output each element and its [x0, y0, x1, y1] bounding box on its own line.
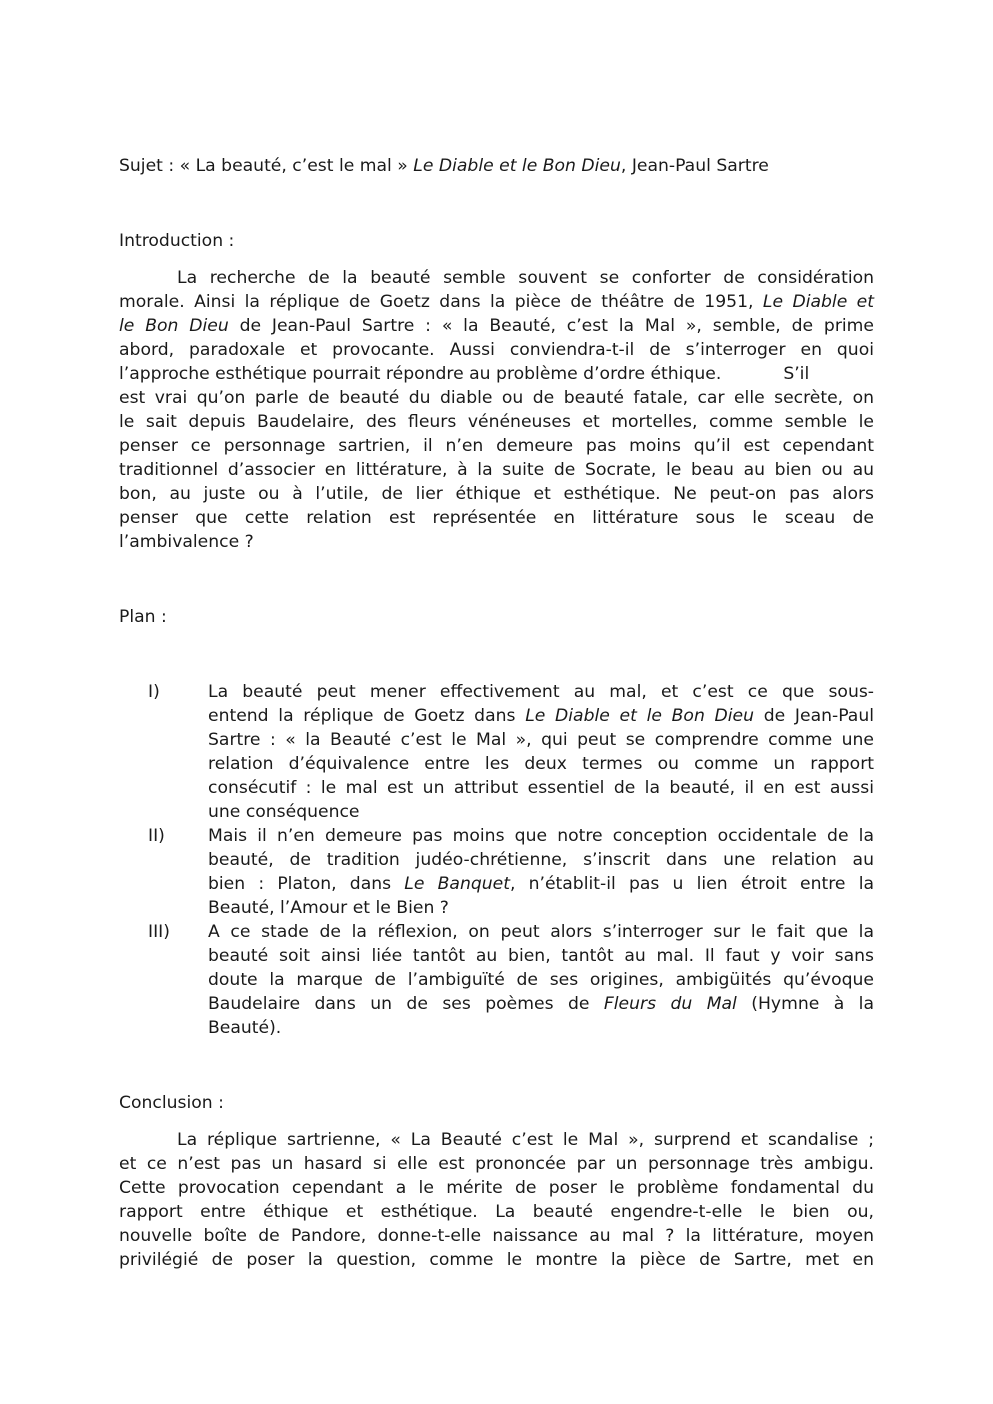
plan-item-number: I) — [148, 682, 160, 702]
introduction-heading: Introduction : — [119, 231, 235, 251]
subject-work-title: Le Diable et le Bon Dieu — [413, 156, 621, 176]
plan-item-line: entend la réplique de Goetz dans Le Diable et le Bon Dieu de Jean-Paul — [208, 706, 874, 726]
plan-item-line: La beauté peut mener effectivement au mal, et c’est ce que sous- — [208, 682, 874, 702]
plan-item-number: II) — [148, 826, 165, 846]
introduction-line: morale. Ainsi la réplique de Goetz dans la pièce de théâtre de 1951, Le Diable et — [119, 292, 874, 312]
work-title: Le Banquet — [404, 874, 510, 894]
work-title: le Bon Dieu — [119, 316, 229, 336]
introduction-line: abord, paradoxale et provocante. Aussi conviendra-t-il de s’interroger en quoi — [119, 340, 874, 360]
work-title: Le Diable et le Bon Dieu — [525, 706, 755, 726]
introduction-line: bon, au juste ou à l’utile, de lier éthique et esthétique. Ne peut-on pas alors — [119, 484, 874, 504]
work-title: Le Diable et — [762, 292, 874, 312]
introduction-line: le Bon Dieu de Jean-Paul Sartre : « la Beauté, c’est la Mal », semble, de prime — [119, 316, 874, 336]
plan-item-line: bien : Platon, dans Le Banquet, n’établit-il pas u lien étroit entre la — [208, 874, 874, 894]
introduction-line: penser que cette relation est représentée en littérature sous le sceau de — [119, 508, 874, 528]
introduction-line: penser ce personnage sartrien, il n’en demeure pas moins qu’il est cependant — [119, 436, 874, 456]
conclusion-line: privilégié de poser la question, comme le montre la pièce de Sartre, met en — [119, 1250, 874, 1270]
introduction-line: l’ambivalence ? — [119, 532, 254, 552]
plan-item-line: relation d’équivalence entre les deux termes ou comme un rapport — [208, 754, 874, 774]
plan-item-line: beauté soit ainsi liée tantôt au bien, tantôt au mal. Il faut y voir sans — [208, 946, 874, 966]
introduction-line: l’approche esthétique pourrait répondre au problème d’ordre éthique. S’il — [119, 364, 810, 384]
conclusion-line: nouvelle boîte de Pandore, donne-t-elle naissance au mal ? la littérature, moyen — [119, 1226, 874, 1246]
work-title: Fleurs du Mal — [603, 994, 737, 1014]
plan-item-line: Mais il n’en demeure pas moins que notre conception occidentale de la — [208, 826, 874, 846]
plan-item-line: Baudelaire dans un de ses poèmes de Fleurs du Mal (Hymne à la — [208, 994, 874, 1014]
subject-line — [119, 154, 874, 178]
plan-item-line: A ce stade de la réflexion, on peut alors s’interroger sur le fait que la — [208, 922, 874, 942]
conclusion-line: Cette provocation cependant a le mérite de poser le problème fondamental du — [119, 1178, 874, 1198]
plan-item-line: Sartre : « la Beauté c’est le Mal », qui peut se comprendre comme une — [208, 730, 874, 750]
plan-item-line: Beauté). — [208, 1018, 282, 1038]
plan-heading: Plan : — [119, 607, 167, 627]
introduction-line: La recherche de la beauté semble souvent se conforter de considération — [177, 268, 874, 288]
subject-text: Sujet : « La beauté, c’est le mal » — [119, 156, 414, 176]
introduction-line: le sait depuis Baudelaire, des fleurs vénéneuses et mortelles, comme semble le — [119, 412, 874, 432]
conclusion-line: rapport entre éthique et esthétique. La beauté engendre-t-elle le bien ou, — [119, 1202, 874, 1222]
plan-item-line: doute la marque de l’ambiguïté de ses origines, ambigüités qu’évoque — [208, 970, 874, 990]
introduction-line: traditionnel d’associer en littérature, à la suite de Socrate, le beau au bien ou au — [119, 460, 874, 480]
conclusion-line: La réplique sartrienne, « La Beauté c’est le Mal », surprend et scandalise ; — [177, 1130, 874, 1150]
conclusion-line: et ce n’est pas un hasard si elle est prononcée par un personnage très ambigu. — [119, 1154, 874, 1174]
plan-item-line: Beauté, l’Amour et le Bien ? — [208, 898, 449, 918]
plan-item-number: III) — [148, 922, 170, 942]
conclusion-heading: Conclusion : — [119, 1093, 224, 1113]
subject-author: , Jean-Paul Sartre — [620, 156, 769, 176]
plan-item-line: beauté, de tradition judéo-chrétienne, s’inscrit dans une relation au — [208, 850, 874, 870]
plan-item-line: consécutif : le mal est un attribut essentiel de la beauté, il en est aussi — [208, 778, 874, 798]
plan-item-line: une conséquence — [208, 802, 360, 822]
introduction-line: est vrai qu’on parle de beauté du diable ou de beauté fatale, car elle secrète, on — [119, 388, 874, 408]
